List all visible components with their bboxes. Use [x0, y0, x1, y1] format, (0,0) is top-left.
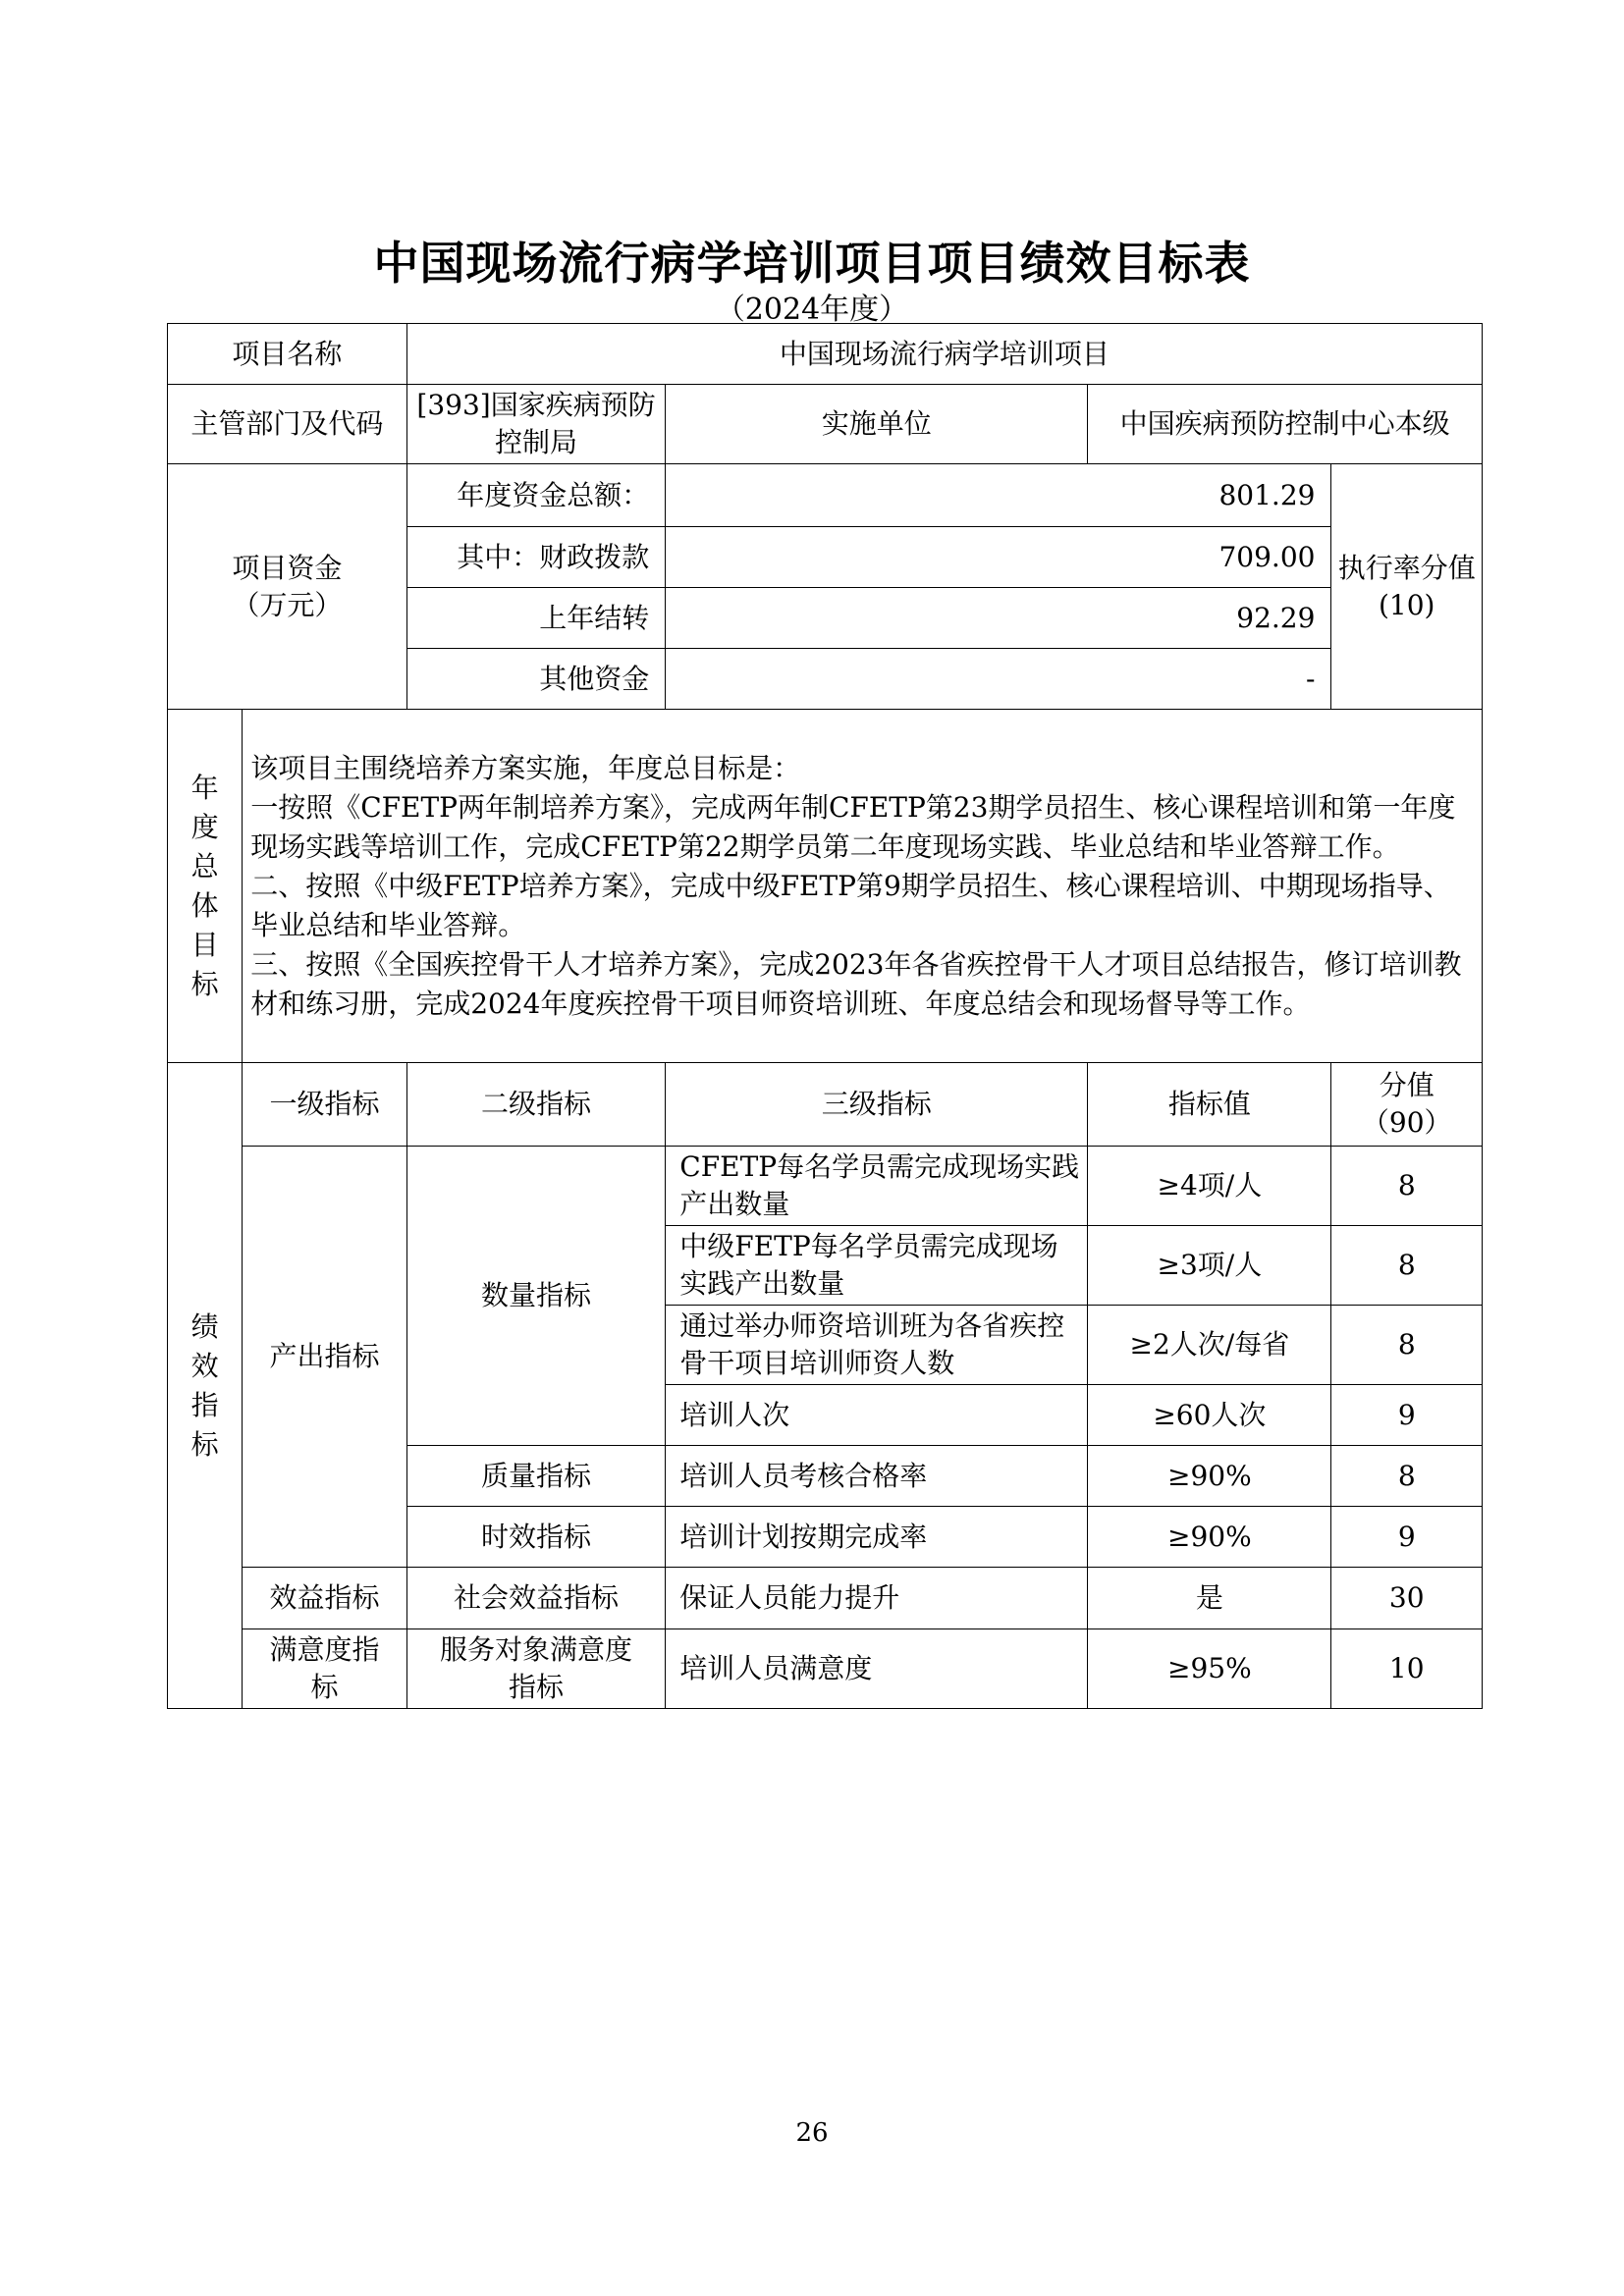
table-row — [168, 464, 1483, 527]
dept-value: [393]国家疾病预防控制局 — [406, 385, 665, 464]
indicator-score: 8 — [1331, 1306, 1483, 1385]
annual-goal-text — [243, 710, 1483, 1063]
indicator-value: ≥4项/人 — [1088, 1147, 1331, 1226]
table-row — [168, 385, 1483, 464]
table-row — [168, 1063, 1483, 1147]
indicator-name: 通过举办师资培训班为各省疾控骨干项目培训师资人数 — [666, 1306, 1088, 1385]
execution-rate-label: 执行率分值(10) — [1331, 464, 1483, 710]
fund-row-label: 年度资金总额： — [406, 464, 665, 527]
indicator-name: CFETP每名学员需完成现场实践产出数量 — [666, 1147, 1088, 1226]
fund-row-value: 92.29 — [666, 588, 1331, 649]
page-number: 26 — [795, 2118, 829, 2148]
indicator-score: 9 — [1331, 1385, 1483, 1446]
indicator-score: 10 — [1331, 1629, 1483, 1709]
header-level1: 一级指标 — [243, 1063, 407, 1147]
goal-line: 三、按照《全国疾控骨干人才培养方案》，完成2023年各省疾控骨干人才项目总结报告，修订培训教材和练习册，完成2024年度疾控骨干项目师资培训班、年度总结会和现场督导等工作。 — [250, 947, 1462, 1020]
indicator-name: 培训人员满意度 — [666, 1629, 1088, 1709]
indicator-value: ≥60人次 — [1088, 1385, 1331, 1446]
table-row — [168, 710, 1483, 1063]
satisfaction-indicator-label: 满意度指标 — [243, 1629, 407, 1709]
fund-row-value: 709.00 — [666, 527, 1331, 588]
indicator-score: 9 — [1331, 1507, 1483, 1568]
fund-row-label: 上年结转 — [406, 588, 665, 649]
indicator-name: 培训人员考核合格率 — [666, 1446, 1088, 1507]
indicator-name: 中级FETP每名学员需完成现场实践产出数量 — [666, 1226, 1088, 1306]
indicator-name: 培训人次 — [666, 1385, 1088, 1446]
fund-row-label: 其中：财政拨款 — [406, 527, 665, 588]
impl-value: 中国疾病预防控制中心本级 — [1088, 385, 1483, 464]
funds-label: 项目资金（万元） — [168, 464, 407, 710]
indicator-score: 8 — [1331, 1446, 1483, 1507]
indicator-score: 8 — [1331, 1147, 1483, 1226]
project-name-label: 项目名称 — [168, 324, 407, 385]
indicator-name: 培训计划按期完成率 — [666, 1507, 1088, 1568]
header-level3: 三级指标 — [666, 1063, 1088, 1147]
timeliness-indicator-label: 时效指标 — [406, 1507, 665, 1568]
page-subtitle: （2024年度） — [715, 293, 909, 327]
social-benefit-indicator-label: 社会效益指标 — [406, 1568, 665, 1629]
indicator-value: ≥90% — [1088, 1507, 1331, 1568]
output-indicator-label: 产出指标 — [243, 1147, 407, 1568]
annual-goal-label: 年度总体目标 — [168, 710, 243, 1063]
quantity-indicator-label: 数量指标 — [406, 1147, 665, 1446]
performance-target-table — [167, 323, 1483, 1709]
header-score: 分值（90） — [1331, 1063, 1483, 1147]
table-row — [168, 1147, 1483, 1226]
fund-row-label: 其他资金 — [406, 649, 665, 710]
header-level2: 二级指标 — [406, 1063, 665, 1147]
indicator-value: ≥95% — [1088, 1629, 1331, 1709]
indicator-score: 8 — [1331, 1226, 1483, 1306]
fund-row-value: 801.29 — [666, 464, 1331, 527]
table-row — [168, 1568, 1483, 1629]
header-target-value: 指标值 — [1088, 1063, 1331, 1147]
goal-line: 二、按照《中级FETP培养方案》，完成中级FETP第9期学员招生、核心课程培训、中期现场指导、毕业总结和毕业答辩。 — [250, 869, 1451, 941]
service-satisfaction-indicator-label: 服务对象满意度指标 — [406, 1629, 665, 1709]
indicator-value: ≥90% — [1088, 1446, 1331, 1507]
benefit-indicator-label: 效益指标 — [243, 1568, 407, 1629]
page-title: 中国现场流行病学培训项目项目绩效目标表 — [373, 237, 1251, 290]
goal-line: 一按照《CFETP两年制培养方案》，完成两年制CFETP第23期学员招生、核心课程培训和第一年度现场实践等培训工作，完成CFETP第22期学员第二年度现场实践、毕业总结和毕业答辩工作。 — [250, 790, 1456, 863]
indicator-value: ≥3项/人 — [1088, 1226, 1331, 1306]
indicator-value: ≥2人次/每省 — [1088, 1306, 1331, 1385]
table-row — [168, 1629, 1483, 1709]
dept-label: 主管部门及代码 — [168, 385, 407, 464]
indicator-name: 保证人员能力提升 — [666, 1568, 1088, 1629]
fund-row-value: - — [666, 649, 1331, 710]
indicator-score: 30 — [1331, 1568, 1483, 1629]
indicator-value: 是 — [1088, 1568, 1331, 1629]
project-name-value: 中国现场流行病学培训项目 — [406, 324, 1482, 385]
impl-label: 实施单位 — [666, 385, 1088, 464]
table-row — [168, 324, 1483, 385]
goal-line: 该项目主围绕培养方案实施，年度总目标是： — [250, 751, 801, 784]
performance-indicator-label: 绩效指标 — [168, 1063, 243, 1709]
quality-indicator-label: 质量指标 — [406, 1446, 665, 1507]
